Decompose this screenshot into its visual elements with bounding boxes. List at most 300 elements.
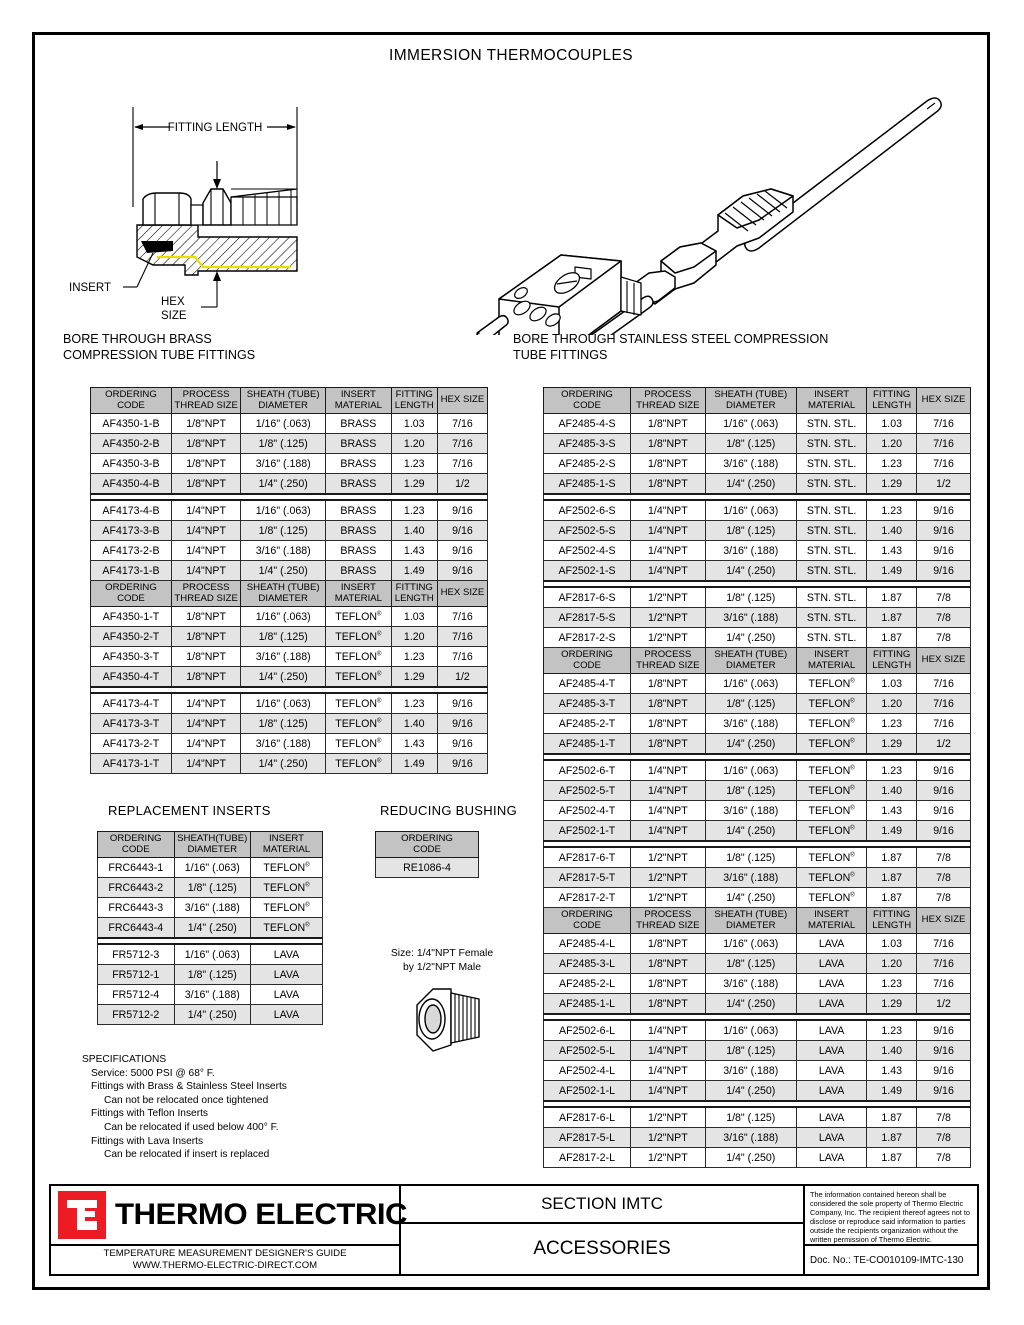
column-header-2: SHEATH (TUBE) DIAMETER [705,388,796,414]
cell-col-3: LAVA [796,934,866,954]
column-header-0: ORDERING CODE [544,648,631,674]
cell-col-1: 1/2"NPT [631,1128,706,1148]
cell-col-3: STN. STL. [796,561,866,582]
table-row[interactable] [544,454,971,474]
cell-col-0: AF2817-6-S [544,587,631,608]
bushing-size-line2: by 1/2"NPT Male [403,961,481,973]
cell-col-1: 1/8"NPT [171,627,240,647]
cell-col-3: TEFLON® [326,734,392,754]
cell-col-4: 1.23 [391,647,437,667]
cell-col-2: 1/4" (.250) [241,754,326,774]
cell-col-4: 1.29 [867,734,917,755]
table-row[interactable] [544,674,971,694]
table-row[interactable] [91,647,488,667]
cell-col-0: FRC6443-3 [98,898,175,918]
column-header-3: INSERT MATERIAL [326,581,392,607]
cell-col-2: 3/16" (.188) [241,647,326,667]
cell-col-5: 7/16 [437,647,487,667]
column-header-2: SHEATH (TUBE) DIAMETER [705,908,796,934]
table-row[interactable] [544,714,971,734]
cell-col-0: AF4173-4-B [91,500,172,521]
table-row[interactable] [91,434,488,454]
table-row[interactable] [544,734,971,755]
cell-col-4: 1.49 [867,821,917,842]
cell-col-4: 1.43 [391,734,437,754]
column-header-1: PROCESS THREAD SIZE [631,388,706,414]
cell-col-1: 1/4"NPT [171,541,240,561]
spec-line-5: Fittings with Lava Inserts [91,1135,204,1147]
cell-col-4: 1.87 [867,1107,917,1128]
cell-col-1: 1/8"NPT [631,974,706,994]
cell-col-5: 7/16 [917,714,971,734]
section-label-box: SECTION IMTC [399,1184,805,1224]
cell-col-0: AF2502-6-T [544,760,631,781]
cell-col-2: 1/16" (.063) [705,934,796,954]
cell-col-2: 1/16" (.063) [241,607,326,627]
cell-col-1: 1/8"NPT [631,454,706,474]
thermocouple-assembly-illustration [475,65,975,335]
cell-col-0: AF4173-3-B [91,521,172,541]
cell-col-5: 7/16 [437,607,487,627]
cell-col-1: 1/8"NPT [631,694,706,714]
table-row[interactable] [544,521,971,541]
cell-col-3: TEFLON® [326,714,392,734]
cell-col-2: 1/16" (.063) [705,414,796,434]
cell-col-4: 1.23 [391,500,437,521]
cell-col-1: 1/4"NPT [631,801,706,821]
cell-col-2: 1/8" (.125) [705,434,796,454]
cell-col-1: 1/4"NPT [631,1081,706,1102]
cell-col-1: 1/2"NPT [631,868,706,888]
cell-col-5: 7/8 [917,1128,971,1148]
cell-col-5: 9/16 [437,693,487,714]
cell-col-2: 1/4" (.250) [705,628,796,648]
cell-col-5: 9/16 [437,754,487,774]
cell-col-3: BRASS [326,414,392,434]
document-page [32,32,990,1290]
cell-col-1: 1/8" (.125) [174,878,251,898]
table-row[interactable] [544,1061,971,1081]
cell-col-2: 1/8" (.125) [705,521,796,541]
table-row[interactable] [91,714,488,734]
cell-col-1: 1/2"NPT [631,587,706,608]
brass-heading-line1: BORE THROUGH BRASS [63,332,212,346]
table-row[interactable] [544,760,971,781]
cell-col-0: AF4173-1-B [91,561,172,581]
table-row[interactable] [544,608,971,628]
cell-col-4: 1.20 [391,627,437,647]
cell-col-0: AF4173-3-T [91,714,172,734]
cell-col-0: AF4350-4-B [91,474,172,495]
cell-col-2: 1/4" (.250) [705,1148,796,1168]
cell-col-3: TEFLON® [796,760,866,781]
spec-line-3: Fittings with Teflon Inserts [91,1108,209,1120]
cell-col-0: AF4350-2-B [91,434,172,454]
cell-col-2: 3/16" (.188) [241,734,326,754]
column-header-2: INSERT MATERIAL [251,832,323,858]
bushing-header-cell: ORDERING CODE [376,832,479,858]
column-header-4: FITTING LENGTH [391,581,437,607]
cell-col-4: 1.20 [867,434,917,454]
cell-col-3: STN. STL. [796,474,866,495]
column-header-2: SHEATH (TUBE) DIAMETER [241,581,326,607]
table-row[interactable] [98,965,323,985]
cell-col-3: TEFLON® [796,847,866,868]
cell-col-5: 7/8 [917,587,971,608]
cell-col-4: 1.43 [867,541,917,561]
table-row[interactable] [544,1148,971,1168]
cell-col-2: 1/8" (.125) [241,627,326,647]
cell-col-1: 1/2"NPT [631,888,706,908]
bushing-size-line1: Size: 1/4"NPT Female [390,948,494,959]
cell-col-3: BRASS [326,454,392,474]
cell-col-5: 9/16 [917,1061,971,1081]
cell-col-2: 3/16" (.188) [705,801,796,821]
cell-col-5: 9/16 [917,821,971,842]
cell-col-0: AF4350-3-T [91,647,172,667]
cell-col-3: TEFLON® [796,674,866,694]
cell-col-1: 1/8"NPT [171,647,240,667]
cell-col-0: AF4350-2-T [91,627,172,647]
cell-col-0: AF2485-2-S [544,454,631,474]
cell-col-3: TEFLON® [796,868,866,888]
column-header-5: HEX SIZE [437,388,487,414]
cell-col-3: STN. STL. [796,454,866,474]
table-row[interactable] [544,1107,971,1128]
table-row[interactable] [91,754,488,774]
cell-col-4: 1.40 [391,521,437,541]
cell-col-2: TEFLON® [251,878,323,898]
table-row[interactable] [544,821,971,842]
cell-col-4: 1.03 [867,934,917,954]
table-row[interactable] [98,1005,323,1025]
table-row[interactable] [544,954,971,974]
cell-col-3: TEFLON® [326,627,392,647]
table-row[interactable] [91,414,488,434]
cell-col-2: 3/16" (.188) [705,454,796,474]
company-name: THERMO ELECTRIC [115,1198,408,1231]
table-row[interactable] [544,541,971,561]
stainless-fittings-table-wrap [543,387,971,1168]
cell-col-0: AF2502-6-S [544,500,631,521]
cell-col-2: 3/16" (.188) [705,608,796,628]
column-header-1: PROCESS THREAD SIZE [171,388,240,414]
cell-col-4: 1.03 [867,414,917,434]
cell-col-2: 1/8" (.125) [241,434,326,454]
column-header-1: PROCESS THREAD SIZE [171,581,240,607]
cell-col-0: AF4173-4-T [91,693,172,714]
cell-col-1: 1/4"NPT [171,714,240,734]
cell-col-1: 1/4"NPT [631,541,706,561]
cell-col-5: 9/16 [917,781,971,801]
table-row[interactable] [544,934,971,954]
cell-col-4: 1.87 [867,628,917,648]
table-row[interactable] [98,918,323,939]
cell-col-3: LAVA [796,994,866,1015]
tagline-line1: TEMPERATURE MEASUREMENT DESIGNER'S GUIDE [103,1247,347,1259]
cell-col-5: 7/16 [437,454,487,474]
reducing-bushing-illustration [405,983,491,1057]
cell-col-4: 1.23 [391,454,437,474]
cell-col-5: 7/16 [917,974,971,994]
cell-col-1: 3/16" (.188) [174,898,251,918]
cell-col-3: LAVA [796,1128,866,1148]
cell-col-1: 1/4"NPT [171,734,240,754]
cell-col-2: LAVA [251,985,323,1005]
cell-col-1: 1/4"NPT [171,500,240,521]
cell-col-5: 7/16 [917,694,971,714]
cell-col-5: 9/16 [917,541,971,561]
column-header-1: PROCESS THREAD SIZE [631,648,706,674]
table-row[interactable] [544,994,971,1015]
cell-col-0: AF4350-1-T [91,607,172,627]
brass-fittings-table-wrap [90,387,488,774]
table-row[interactable] [544,434,971,454]
cell-col-1: 1/16" (.063) [174,858,251,878]
cell-col-0: AF2502-5-T [544,781,631,801]
table-row[interactable] [91,693,488,714]
table-header-row [91,581,488,607]
cell-col-4: 1.87 [867,1128,917,1148]
table-row[interactable] [544,414,971,434]
tagline-line2[interactable]: WWW.THERMO-ELECTRIC-DIRECT.COM [132,1260,318,1271]
cell-col-4: 1.03 [391,414,437,434]
cell-col-3: LAVA [796,1148,866,1168]
table-row[interactable] [544,694,971,714]
cell-col-1: 1/2"NPT [631,628,706,648]
table-header-row [91,388,488,414]
cell-col-0: AF2485-3-S [544,434,631,454]
spec-line-0: Service: 5000 PSI @ 68° F. [91,1067,215,1079]
cell-col-2: LAVA [251,965,323,985]
reducing-bushing-table-wrap [375,831,479,878]
cell-col-2: 3/16" (.188) [705,541,796,561]
fitting-length-label: FITTING LENGTH [167,122,263,134]
cell-col-5: 9/16 [917,561,971,582]
cell-col-0: AF4350-1-B [91,414,172,434]
cell-col-3: STN. STL. [796,587,866,608]
table-row[interactable] [91,667,488,688]
cell-col-5: 9/16 [437,714,487,734]
table-row[interactable] [91,561,488,581]
table-row[interactable] [544,888,971,908]
cell-col-3: BRASS [326,434,392,454]
cell-col-0: AF2502-4-T [544,801,631,821]
cell-col-4: 1.23 [867,500,917,521]
cell-col-5: 9/16 [437,734,487,754]
cell-col-1: 1/8"NPT [631,434,706,454]
cell-col-1: 1/4" (.250) [174,918,251,939]
table-row[interactable] [91,541,488,561]
table-row[interactable] [544,587,971,608]
table-row[interactable] [91,627,488,647]
cell-col-1: 1/4"NPT [631,1041,706,1061]
table-row[interactable] [544,1041,971,1061]
table-row[interactable] [544,500,971,521]
table-row[interactable] [544,868,971,888]
cell-col-2: 1/16" (.063) [705,500,796,521]
cell-col-4: 1.20 [867,694,917,714]
cell-col-1: 1/8"NPT [631,714,706,734]
section-heading-stainless [513,332,828,363]
cell-col-1: 1/4"NPT [631,1061,706,1081]
cell-col-4: 1.43 [867,1061,917,1081]
table-row[interactable] [91,474,488,495]
reducing-bushing-size-note [347,947,537,974]
cell-col-5: 7/8 [917,1148,971,1168]
table-row[interactable] [544,628,971,648]
column-header-3: INSERT MATERIAL [796,648,866,674]
cell-col-2: 1/16" (.063) [241,414,326,434]
cell-col-2: 1/4" (.250) [241,474,326,495]
table-row[interactable] [544,847,971,868]
cell-col-4: 1.87 [867,587,917,608]
cell-col-0: AF2502-4-S [544,541,631,561]
section-heading-brass [63,332,255,363]
cell-col-2: 1/4" (.250) [705,561,796,582]
stainless-heading-line1: BORE THROUGH STAINLESS STEEL COMPRESSION [513,332,829,346]
cell-col-1: 1/2"NPT [631,608,706,628]
brass-fittings-table [90,387,488,774]
column-header-5: HEX SIZE [917,908,971,934]
cell-col-2: TEFLON® [251,918,323,939]
table-row[interactable] [544,1081,971,1102]
column-header-4: FITTING LENGTH [867,648,917,674]
cell-col-5: 7/8 [917,628,971,648]
cell-col-2: TEFLON® [251,858,323,878]
cell-col-4: 1.23 [867,454,917,474]
cell-col-2: 1/8" (.125) [241,521,326,541]
cell-col-2: 3/16" (.188) [705,1061,796,1081]
cell-col-0: AF2502-1-T [544,821,631,842]
cell-col-2: 1/8" (.125) [705,847,796,868]
cell-col-2: TEFLON® [251,898,323,918]
reducing-bushing-table [375,831,479,878]
cell-col-3: BRASS [326,561,392,581]
table-row[interactable] [91,521,488,541]
cell-col-0: AF2817-6-T [544,847,631,868]
cell-col-5: 1/2 [437,667,487,688]
spec-line-2: Can not be relocated once tightened [104,1094,269,1106]
cell-col-5: 9/16 [917,1041,971,1061]
cell-col-0: AF2485-2-L [544,974,631,994]
cell-col-0: AF2485-1-T [544,734,631,755]
cell-col-5: 9/16 [437,521,487,541]
cell-col-4: 1.20 [867,954,917,974]
cell-col-0: AF2485-4-L [544,934,631,954]
cell-col-0: AF4173-1-T [91,754,172,774]
cell-col-4: 1.87 [867,608,917,628]
table-row[interactable] [91,454,488,474]
column-header-3: INSERT MATERIAL [796,908,866,934]
cell-col-5: 9/16 [917,500,971,521]
cell-col-2: 1/8" (.125) [705,694,796,714]
table-row[interactable] [91,607,488,627]
cell-col-1: 1/4"NPT [631,760,706,781]
footer-title-block [49,1184,979,1276]
cell-col-5: 7/8 [917,608,971,628]
cell-col-1: 1/8"NPT [631,474,706,495]
table-row[interactable] [544,474,971,495]
cell-col-2: 1/4" (.250) [705,474,796,495]
cell-col-3: LAVA [796,1107,866,1128]
cell-col-4: 1.23 [391,693,437,714]
table-row[interactable] [544,1128,971,1148]
cell-col-3: LAVA [796,1081,866,1102]
table-row[interactable] [544,781,971,801]
cell-col-4: 1.40 [391,714,437,734]
table-row[interactable] [98,898,323,918]
cell-col-0: AF2485-2-T [544,714,631,734]
cell-col-3: STN. STL. [796,500,866,521]
cell-col-0: AF2502-1-L [544,1081,631,1102]
cell-col-4: 1.23 [867,760,917,781]
cell-col-4: 1.49 [867,561,917,582]
specifications-block [82,1053,287,1162]
cell-col-1: 1/2"NPT [631,847,706,868]
table-row[interactable] [91,734,488,754]
cell-col-3: LAVA [796,954,866,974]
column-header-0: ORDERING CODE [544,908,631,934]
cell-col-1: 1/4"NPT [171,754,240,774]
cell-col-1: 1/2"NPT [631,1107,706,1128]
table-row[interactable] [544,974,971,994]
cell-col-0: AF2817-5-L [544,1128,631,1148]
table-row[interactable] [98,985,323,1005]
cell-col-3: STN. STL. [796,414,866,434]
table-row[interactable] [544,1020,971,1041]
cell-col-5: 7/8 [917,868,971,888]
cell-col-2: 1/4" (.250) [705,888,796,908]
cell-col-3: BRASS [326,541,392,561]
table-row[interactable] [98,858,323,878]
cell-col-5: 9/16 [917,521,971,541]
table-row[interactable] [544,801,971,821]
cell-col-5: 1/2 [917,994,971,1015]
spec-line-1: Fittings with Brass & Stainless Steel Inserts [91,1081,287,1093]
cell-col-4: 1.87 [867,868,917,888]
cell-col-3: TEFLON® [326,693,392,714]
table-row[interactable] [98,878,323,898]
cell-col-5: 7/8 [917,1107,971,1128]
cell-col-4: 1.29 [391,667,437,688]
cell-col-3: STN. STL. [796,541,866,561]
page-title: IMMERSION THERMOCOUPLES [388,47,634,64]
cell-col-3: TEFLON® [796,694,866,714]
cell-col-3: TEFLON® [796,714,866,734]
table-header-row [98,832,323,858]
cell-col-5: 7/8 [917,888,971,908]
cell-col-4: 1.43 [867,801,917,821]
table-row[interactable] [544,561,971,582]
cell-col-0: AF2485-4-T [544,674,631,694]
cell-col-1: 1/4"NPT [631,1020,706,1041]
cell-col-0: FRC6443-1 [98,858,175,878]
table-row[interactable] [91,500,488,521]
cell-col-0: AF2502-5-L [544,1041,631,1061]
cell-col-3: TEFLON® [326,754,392,774]
column-header-0: ORDERING CODE [544,388,631,414]
replacement-inserts-table [97,831,323,1025]
cell-col-4: 1.40 [867,521,917,541]
company-tagline-box [49,1244,401,1276]
cell-col-2: 1/8" (.125) [705,954,796,974]
cell-col-3: TEFLON® [796,734,866,755]
cell-col-3: LAVA [796,974,866,994]
cell-col-4: 1.23 [867,974,917,994]
column-header-1: SHEATH(TUBE) DIAMETER [174,832,251,858]
table-row[interactable] [98,944,323,965]
